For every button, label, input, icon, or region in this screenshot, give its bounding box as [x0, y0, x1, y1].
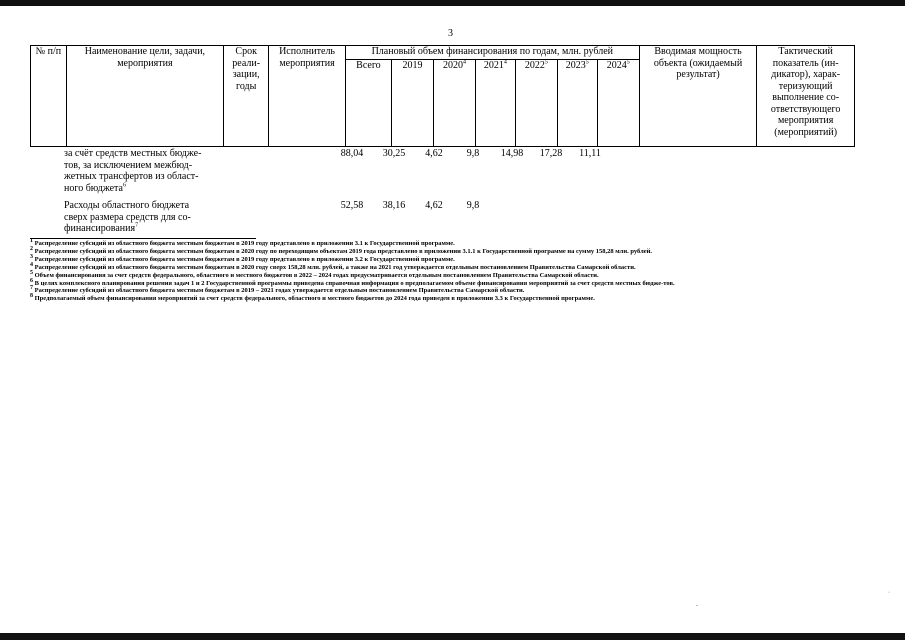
- footnote-5: $^5$ Объем финансирования за счет средств федерального, областного и местного бюджетов в 2022 – 2024 годах предусматривается отдельным постановлением Правительства Самарской области.: [30, 269, 599, 279]
- col-header-total: Всего: [345, 60, 391, 147]
- cell-total: 52,58: [340, 200, 364, 211]
- cell-2020: 4,62: [425, 200, 443, 211]
- financing-table-header: [30, 45, 855, 147]
- scan-speck: ·: [888, 590, 890, 596]
- footnotes: [30, 237, 875, 303]
- row-name: за счёт средств местных бюдже-тов, за исключением межбюд-жетных трансфертов из област-ного бюджета$^6$: [64, 148, 202, 194]
- cell-2019: 38,16: [382, 200, 406, 211]
- cell-2021: 9,8: [466, 148, 480, 159]
- table-row: [30, 200, 855, 236]
- scan-speck: -: [696, 603, 698, 609]
- col-header-indicator: Тактический показатель (ин-дикатор), харак-теризующий выполнение со-ответствующего мероприятия (мероприятий): [757, 46, 855, 147]
- scan-bottom-border: [0, 633, 905, 640]
- cell-2024: 11,11: [579, 148, 601, 159]
- cell-2023: 17,28: [539, 148, 563, 159]
- col-header-funding-group: Плановый объем финансирования по годам, млн. рублей: [345, 46, 639, 60]
- col-header-2020: 2020$^4$: [434, 60, 476, 147]
- footnote-separator: [30, 238, 256, 239]
- col-header-2021: 2021$^4$: [475, 60, 515, 147]
- cell-2022: 14,98: [500, 148, 524, 159]
- cell-2019: 30,25: [382, 148, 406, 159]
- footnote-1: $^1$ Распределение субсидий из областного бюджета местным бюджетам в 2019 году представлено в приложении 3.1 к Государственной программе.: [30, 237, 455, 247]
- col-header-2023: 2023$^5$: [557, 60, 597, 147]
- col-header-name: Наименование цели, задачи, мероприятия: [66, 46, 223, 147]
- table-row: [30, 148, 855, 200]
- cell-2021: 9,8: [466, 200, 480, 211]
- footnote-8: $^8$ Предполагаемый объем финансирования мероприятий за счет средств федерального, областного и местного бюджетов до 2024 года приведен в приложении 3.3 к Государственной программе.: [30, 293, 595, 303]
- col-header-2022: 2022$^5$: [515, 60, 557, 147]
- financing-table-body: [30, 148, 855, 236]
- footnote-4: $^4$ Распределение субсидий из областного бюджета местным бюджетам в 2020 году сверх 158,28 млн. рублей, а также на 2021 год утверждается отдельным постановлением Правительства Самарской области.: [30, 261, 636, 271]
- col-header-capacity: Вводимая мощность объекта (ожидаемый результат): [639, 46, 757, 147]
- cell-2020: 4,62: [425, 148, 443, 159]
- row-name: Расходы областного бюджета сверх размера средств для со-финансирования$^7$: [64, 200, 191, 234]
- col-header-executor: Исполнитель мероприятия: [269, 46, 346, 147]
- page-number: 3: [448, 28, 453, 39]
- footnote-6: $^6$ В целях комплексного планирования решения задач 1 и 2 Государственной программы приведена справочная информация о предполагаемом объеме финансирования мероприятий за счет средств местных бюдже-тов.: [30, 277, 675, 287]
- cell-total: 88,04: [340, 148, 364, 159]
- col-header-2019: 2019: [392, 60, 434, 147]
- footnote-7: $^7$ Распределение субсидий из областного бюджета местным бюджетам в 2019 – 2021 годах утверждается отдельным постановлением Правительства Самарской области.: [30, 285, 525, 295]
- scan-top-border: [0, 0, 905, 6]
- footnote-2: $^2$ Распределение субсидий из областного бюджета местным бюджетам в 2020 году по переходящим объектам 2019 года представлено в приложении 3.1.1 к Государственной программе на сумму 158,28 млн. рублей.: [30, 245, 653, 255]
- col-header-num: № п/п: [31, 46, 67, 147]
- col-header-term: Срок реали-зации, годы: [224, 46, 269, 147]
- col-header-2024: 2024$^5$: [597, 60, 639, 147]
- footnote-3: $^3$ Распределение субсидий из областного бюджета местным бюджетам в 2019 году представлено в приложении 3.2 к Государственной программе.: [30, 253, 455, 263]
